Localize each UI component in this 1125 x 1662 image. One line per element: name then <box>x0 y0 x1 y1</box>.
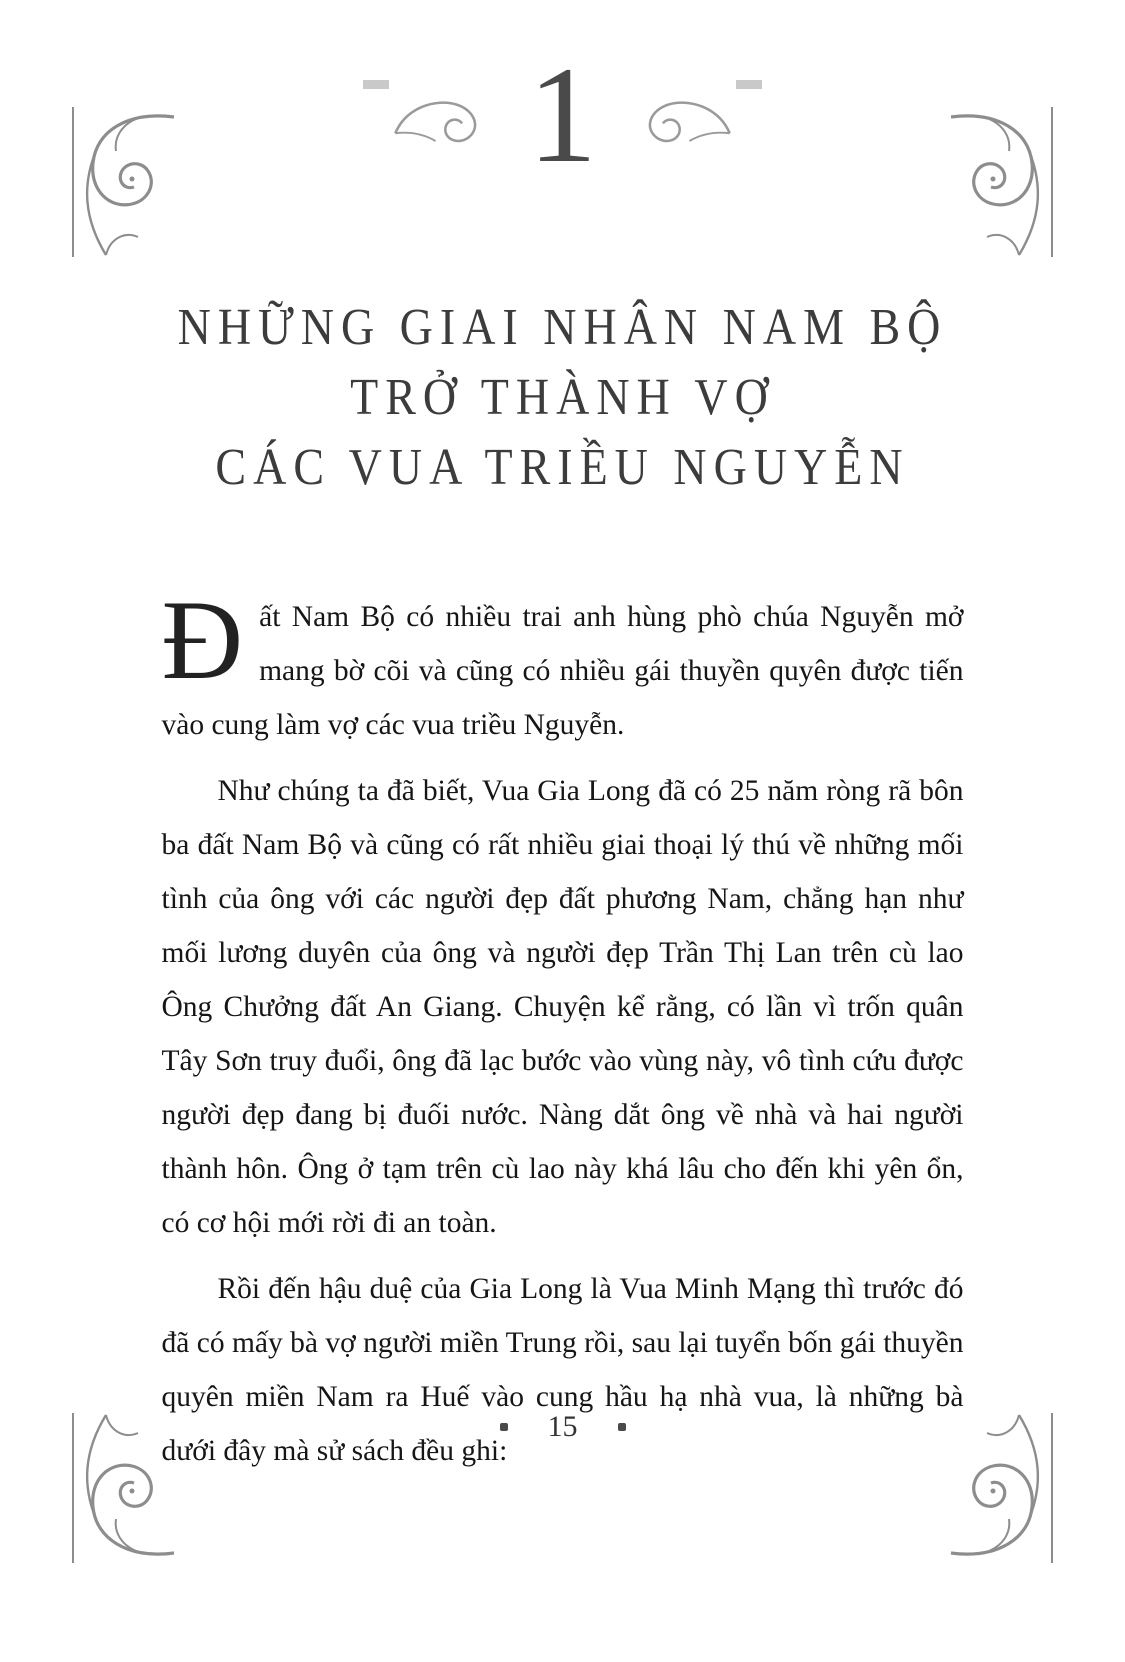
page-number: 15 <box>547 1410 578 1443</box>
title-line-2: TRỞ THÀNH VỢ <box>350 367 775 425</box>
ornament-bar-icon <box>363 80 389 89</box>
drop-cap: Đ <box>161 578 244 703</box>
paragraph-1-text: ất Nam Bộ có nhiều trai anh hùng phò chúa Nguyễn mở mang bờ cõi và cũng có nhiều gái thuyền quyên được tiến vào cung làm vợ các vua triều Nguyễn. <box>161 601 964 741</box>
title-line-3: CÁC VUA TRIỀU NGUYỄN <box>215 437 910 495</box>
paragraph-3: Rồi đến hậu duệ của Gia Long là Vua Minh Mạng thì trước đó đã có mấy bà vợ người miền Trung rồi, sau lại tuyển bốn gái thuyền quyên miền Nam ra Huế vào cung hầu hạ nhà vua, là những bà dưới đây mà sử sách đều ghi: <box>161 1273 964 1467</box>
title-line-1: NHỮNG GIAI NHÂN NAM BỘ <box>177 297 948 355</box>
header-flourish-left <box>363 84 488 146</box>
page-footer <box>0 1410 1125 1444</box>
corner-flourish-top-left-icon <box>66 106 181 258</box>
paragraph-1 <box>161 578 964 752</box>
ornament-bar-icon <box>736 80 762 89</box>
paragraph-2: Như chúng ta đã biết, Vua Gia Long đã có 25 năm ròng rã bôn ba đất Nam Bộ và cũng có rất nhiều giai thoại lý thú về những mối tình của ông với các người đẹp đất phương Nam, chẳng hạn như mối lương duyên của ông và người đẹp Trần Thị Lan trên cù lao Ông Chưởng đất An Giang. Chuyện kể rằng, có lần vì trốn quân Tây Sơn truy đuổi, ông đã lạc bước vào vùng này, vô tình cứu được người đẹp đang bị đuối nước. Nàng dắt ông về nhà và hai người thành hôn. Ông ở tạm trên cù lao này khá lâu cho đến khi yên ổn, có cơ hội mới rời đi an toàn. <box>161 775 964 1239</box>
chapter-number: 1 <box>528 38 597 191</box>
swirl-flourish-icon <box>390 92 488 146</box>
corner-flourish-top-right-icon <box>944 106 1059 258</box>
body-text <box>161 578 964 1478</box>
footer-dot-right-icon <box>618 1423 626 1431</box>
header-flourish-right <box>637 84 762 146</box>
chapter-title <box>0 292 1125 502</box>
footer-dot-left-icon <box>500 1423 508 1431</box>
swirl-flourish-icon <box>637 92 735 146</box>
